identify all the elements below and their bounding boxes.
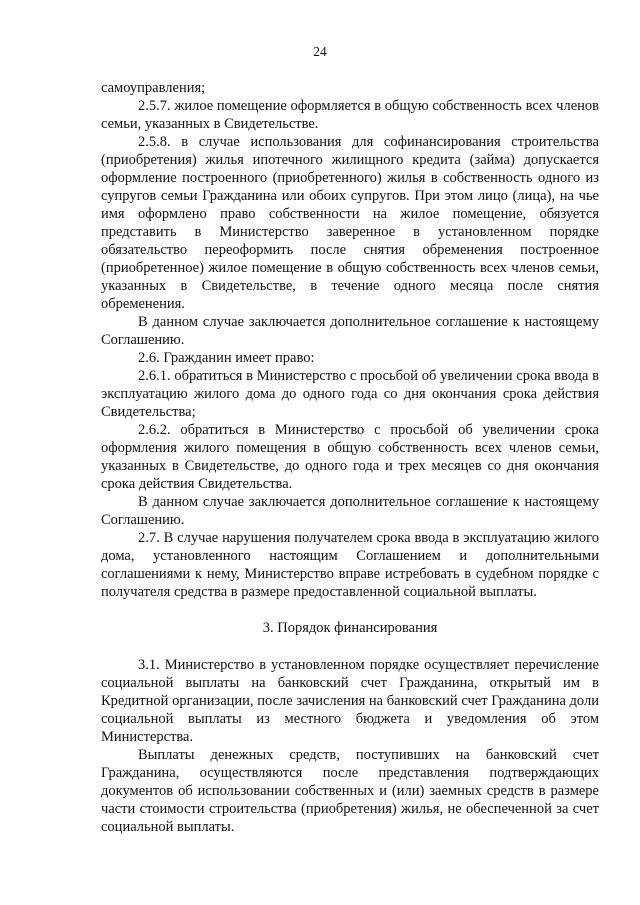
paragraph-2-6-2: 2.6.2. обратиться в Министерство с просьбой об увеличении срока оформления жилого помещения в общую собственность всех членов семьи, указанных в Свидетельстве, до одного года и трех месяцев со дня окончания срока действия Свидетельства.	[101, 422, 599, 492]
paragraph-2-6-1: 2.6.1. обратиться в Министерство с просьбой об увеличении срока ввода в эксплуатацию жилого дома до одного года со дня окончания срока действия Свидетельства;	[101, 368, 599, 420]
paragraph-2-5-7: 2.5.7. жилое помещение оформляется в общую собственность всех членов семьи, указанных в Свидетельстве.	[101, 98, 599, 132]
page-number: 24	[313, 44, 327, 59]
paragraph-continuation: самоуправления;	[101, 80, 206, 96]
document-body	[101, 79, 599, 836]
paragraph-2-7: 2.7. В случае нарушения получателем срока ввода в эксплуатацию жилого дома, установленного настоящим Соглашением и дополнительными соглашениями к нему, Министерство вправе истребовать в судебном порядке с получателя средства в размере предоставленной социальной выплаты.	[101, 530, 599, 600]
paragraph-2-6: 2.6. Гражданин имеет право:	[138, 350, 315, 366]
paragraph-payments: Выплаты денежных средств, поступивших на банковский счет Гражданина, осуществляются после представления подтверждающих документов об использовании собственных и (или) заемных средств в размере части стоимости строительства (приобретения) жилья, не обеспеченной за счет социальной выплаты.	[101, 747, 599, 835]
paragraph-additional-agreement-1: В данном случае заключается дополнительное соглашение к настоящему Соглашению.	[101, 314, 599, 348]
paragraph-3-1: 3.1. Министерство в установленном порядке осуществляет перечисление социальной выплаты на банковский счет Гражданина, открытый им в Кредитной организации, после зачисления на банковский счет Гражданина доли социальной выплаты из местного бюджета и уведомления об этом Министерства.	[101, 657, 599, 745]
paragraph-additional-agreement-2: В данном случае заключается дополнительное соглашение к настоящему Соглашению.	[101, 494, 599, 528]
paragraph-2-5-8: 2.5.8. в случае использования для софинансирования строительства (приобретения) жилья ипотечного жилищного кредита (займа) допускается оформление построенного (приобретенного) жилья в собственность одного из супругов семьи Гражданина или обоих супругов. При этом лицо (лица), на чье имя оформлено право собственности на жилое помещение, обязуется представить в Министерство заверенное в установленном порядке обязательство переоформить после снятия обременения построенное (приобретенное) жилое помещение в общую собственность всех членов семьи, указанных в Свидетельстве, в течение одного месяца после снятия обременения.	[101, 134, 599, 312]
section-heading: 3. Порядок финансирования	[262, 620, 438, 636]
